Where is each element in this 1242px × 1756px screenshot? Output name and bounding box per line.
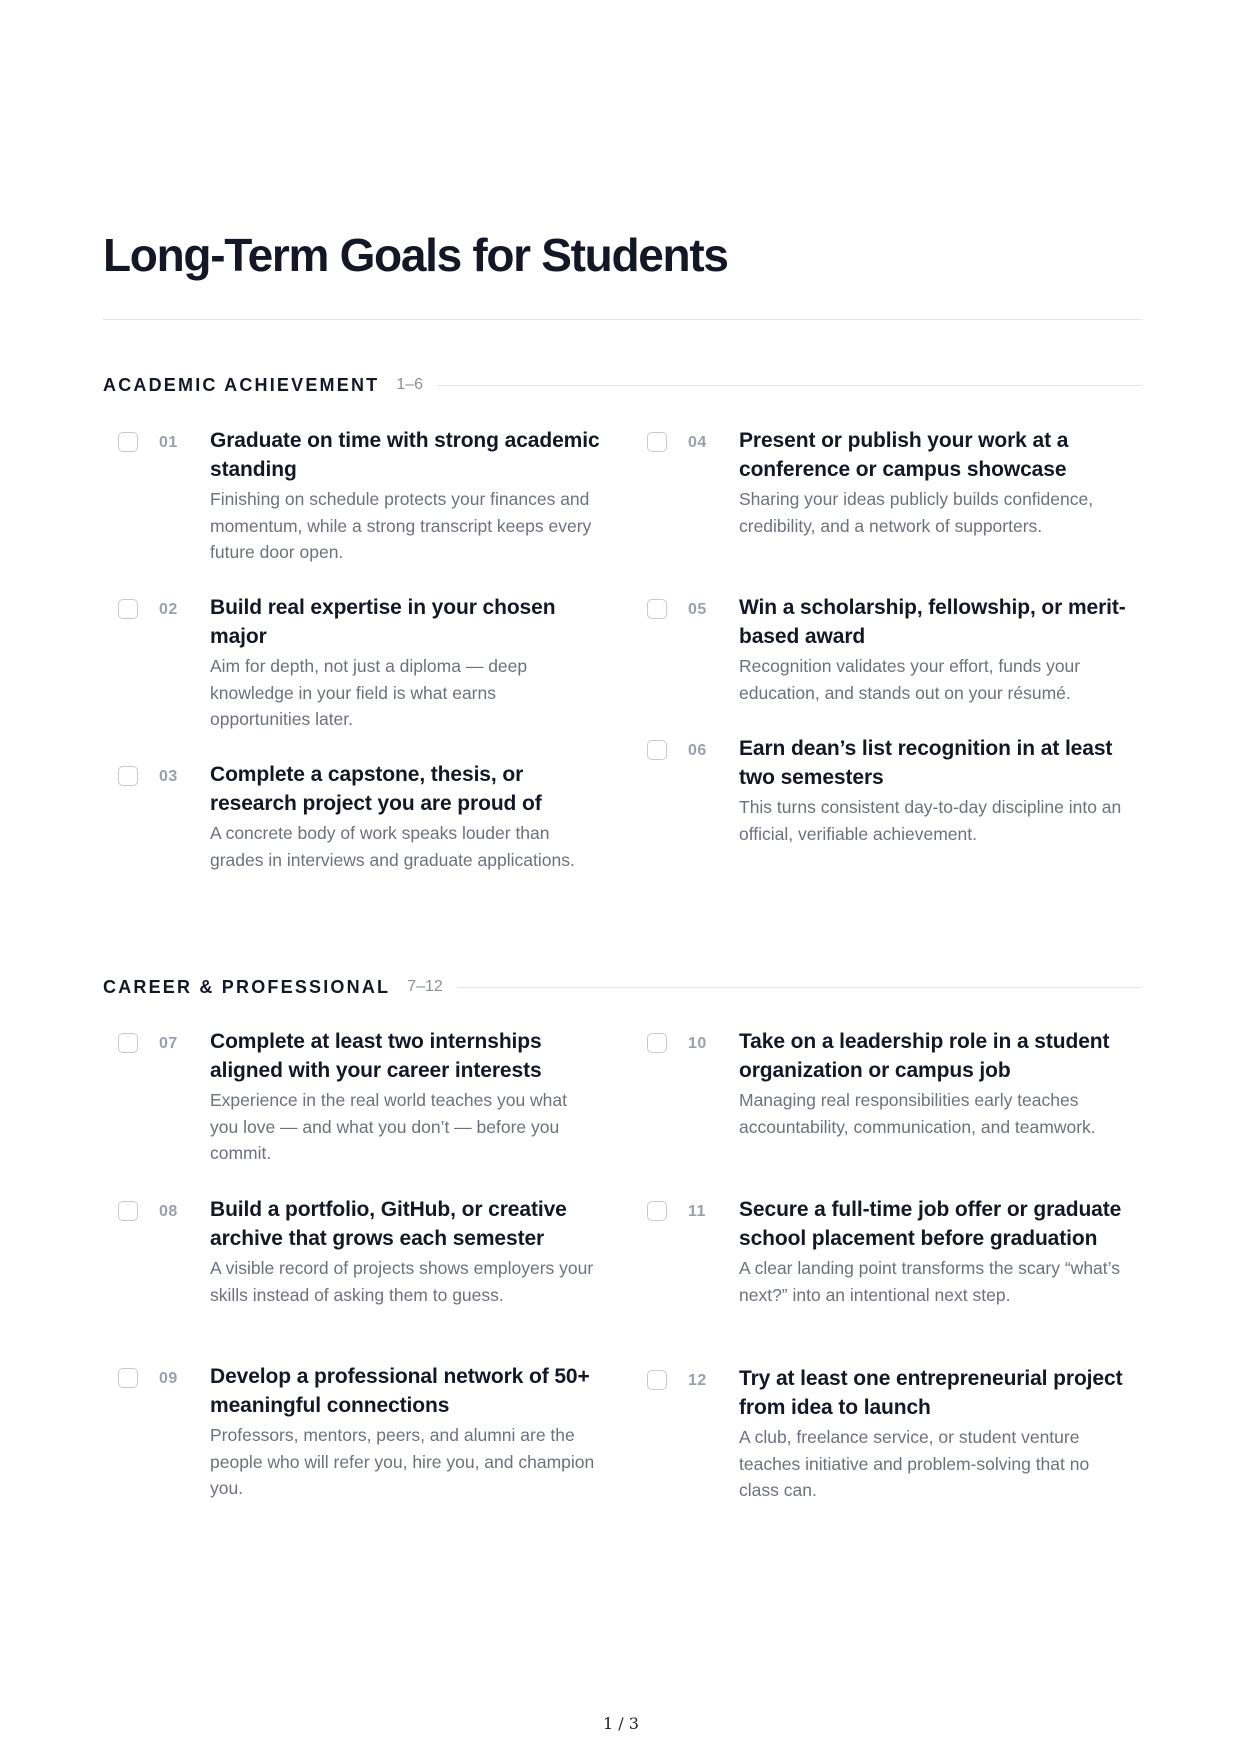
goal-number: 05 xyxy=(688,601,707,618)
goal-checkbox[interactable] xyxy=(118,1033,138,1053)
section-label: ACADEMIC ACHIEVEMENT xyxy=(103,374,380,395)
goal-checkbox[interactable] xyxy=(118,599,138,619)
goal-title: Earn dean’s list recognition in at least two semesters xyxy=(739,737,1113,789)
goal-description: Professors, mentors, peers, and alumni are the people who will refer you, hire you, and champion you. xyxy=(210,1425,595,1498)
goal-item-06 xyxy=(632,737,1122,890)
goal-title: Present or publish your work at a conference or campus showcase xyxy=(739,429,1069,481)
goal-number: 09 xyxy=(159,1370,178,1387)
goal-checkbox[interactable] xyxy=(118,432,138,452)
goal-item-12 xyxy=(632,1367,1123,1520)
goal-item-05 xyxy=(632,596,1126,749)
goal-title: Secure a full-time job offer or graduate school placement before graduation xyxy=(739,1198,1122,1250)
section-divider xyxy=(437,385,1142,386)
section-range: 1–6 xyxy=(396,376,424,393)
goal-item-07 xyxy=(103,1030,568,1183)
goal-item-09 xyxy=(103,1365,595,1518)
goal-number: 04 xyxy=(688,434,707,451)
goal-title: Complete a capstone, thesis, or research project you are proud of xyxy=(210,763,542,815)
goal-title: Win a scholarship, fellowship, or merit-based award xyxy=(739,596,1126,648)
goal-title: Take on a leadership role in a student organization or campus job xyxy=(739,1030,1110,1082)
goal-item-10 xyxy=(632,1030,1110,1183)
goal-title: Try at least one entrepreneurial project from idea to launch xyxy=(739,1367,1123,1419)
goal-number: 02 xyxy=(159,601,178,618)
section-header-career xyxy=(103,975,1142,999)
title-divider xyxy=(103,319,1142,320)
goal-description: A visible record of projects shows employers your skills instead of asking them to guess. xyxy=(210,1258,594,1305)
goal-checkbox[interactable] xyxy=(647,1370,667,1390)
goal-description: Recognition validates your effort, funds your education, and stands out on your résumé. xyxy=(739,656,1081,703)
goal-title: Build a portfolio, GitHub, or creative archive that grows each semester xyxy=(210,1198,567,1250)
goal-number: 10 xyxy=(688,1035,707,1052)
goal-title: Graduate on time with strong academic standing xyxy=(210,429,600,481)
goal-number: 08 xyxy=(159,1203,178,1220)
goal-number: 06 xyxy=(688,742,707,759)
goal-number: 01 xyxy=(159,434,178,451)
page-title: Long-Term Goals for Students xyxy=(103,229,728,281)
goal-item-08 xyxy=(103,1198,594,1351)
goal-description: Finishing on schedule protects your finances and momentum, while a strong transcript keeps every future door open. xyxy=(210,489,592,562)
section-header-academic xyxy=(103,373,1142,397)
goal-item-01 xyxy=(103,429,600,582)
goal-item-04 xyxy=(632,429,1094,582)
goal-description: This turns consistent day-to-day discipline into an official, verifiable achievement. xyxy=(739,797,1122,844)
goal-checkbox[interactable] xyxy=(647,1201,667,1221)
goal-description: A concrete body of work speaks louder than grades in interviews and graduate applications. xyxy=(210,823,575,870)
goal-number: 03 xyxy=(159,768,178,785)
goal-number: 07 xyxy=(159,1035,178,1052)
goal-checkbox[interactable] xyxy=(118,1368,138,1388)
goal-title: Complete at least two internships aligned with your career interests xyxy=(210,1030,542,1082)
goal-description: Aim for depth, not just a diploma — deep knowledge in your field is what earns opportunities later. xyxy=(210,656,528,729)
goal-checkbox[interactable] xyxy=(647,432,667,452)
goal-description: A clear landing point transforms the scary “what’s next?” into an intentional next step. xyxy=(739,1258,1120,1305)
goal-description: Experience in the real world teaches you what you love — and what you don’t — before you commit. xyxy=(210,1090,568,1163)
goal-description: Managing real responsibilities early teaches accountability, communication, and teamwork. xyxy=(739,1090,1096,1137)
goal-title: Build real expertise in your chosen major xyxy=(210,596,556,648)
section-range: 7–12 xyxy=(407,978,443,995)
section-divider xyxy=(457,987,1142,988)
goal-description: A club, freelance service, or student venture teaches initiative and problem-solving that no class can. xyxy=(739,1427,1090,1500)
goal-checkbox[interactable] xyxy=(118,1201,138,1221)
goal-number: 11 xyxy=(688,1203,706,1220)
goal-item-02 xyxy=(103,596,556,749)
page-number: 1 / 3 xyxy=(603,1714,639,1733)
goal-item-03 xyxy=(103,763,575,916)
goal-description: Sharing your ideas publicly builds confidence, credibility, and a network of supporters. xyxy=(739,489,1094,536)
goal-checkbox[interactable] xyxy=(118,766,138,786)
goal-checkbox[interactable] xyxy=(647,740,667,760)
goal-title: Develop a professional network of 50+ meaningful connections xyxy=(210,1365,590,1417)
section-label: CAREER & PROFESSIONAL xyxy=(103,976,391,997)
goal-number: 12 xyxy=(688,1372,707,1389)
goal-checkbox[interactable] xyxy=(647,599,667,619)
goal-checkbox[interactable] xyxy=(647,1033,667,1053)
goal-item-11 xyxy=(632,1198,1122,1351)
